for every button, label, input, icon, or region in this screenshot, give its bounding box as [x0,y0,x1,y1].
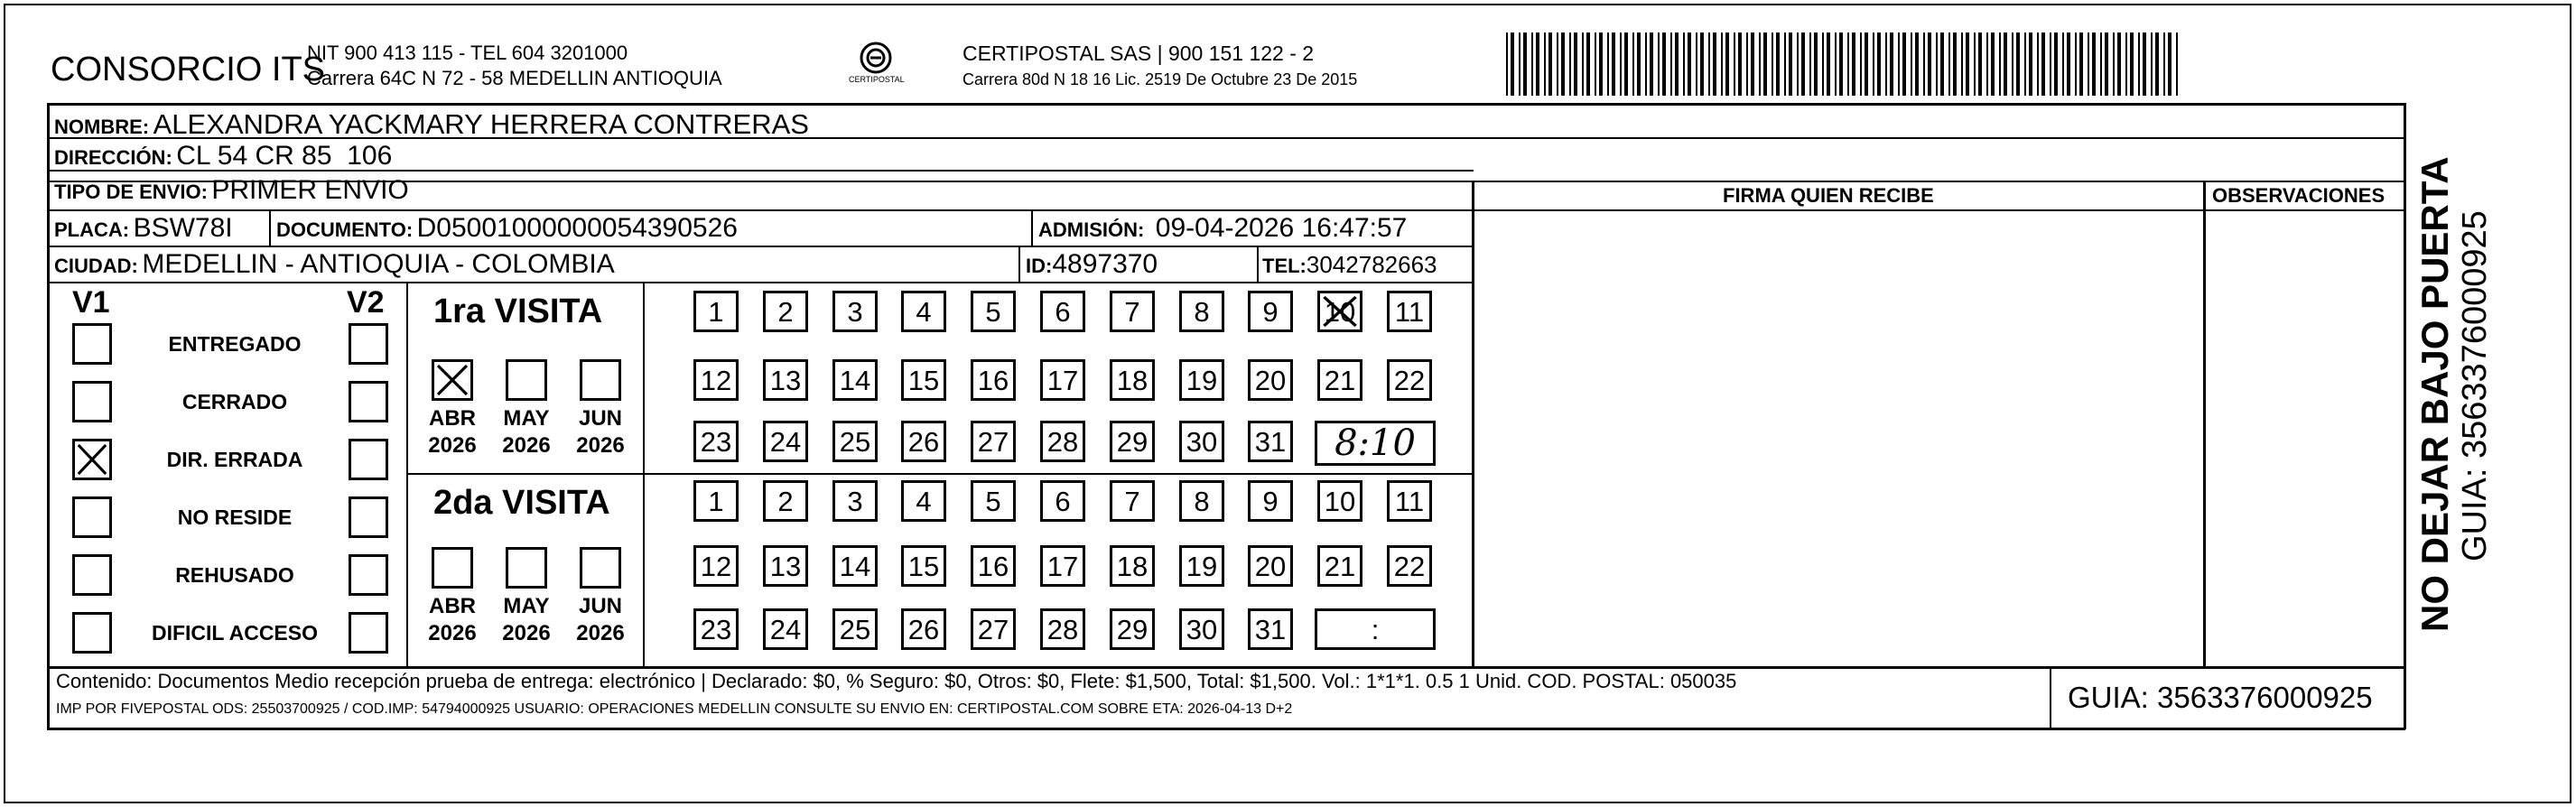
barcode-bar [2125,32,2127,96]
first-visit-title: 1ra VISITA [433,292,603,330]
carrier-license: Carrera 80d N 18 16 Lic. 2519 De Octubre 23 De 2015 [963,70,1358,88]
second-visit-day-box[interactable]: 1 [693,480,739,522]
second-visit-day-box[interactable]: 5 [971,480,1016,522]
barcode-bar [1999,32,2001,96]
admision-label: ADMISIÓN: [1038,218,1145,241]
second-visit-day-box[interactable]: 11 [1387,480,1432,522]
nombre-label: NOMBRE: [54,116,150,138]
barcode-bar [1713,32,1716,96]
year-label: 2026 [502,621,551,645]
barcode-bar [2155,32,2159,96]
barcode-bar [2117,32,2121,96]
month-label: MAY [503,594,550,618]
second-visit-day-box[interactable]: 12 [693,545,739,587]
second-visit-day-box[interactable]: 31 [1248,608,1293,650]
row-line [47,246,1474,247]
first-visit-day-box[interactable]: 2 [763,291,808,332]
barcode-bar [1586,32,1590,96]
barcode-bar [1860,32,1862,96]
month-label: JUN [578,406,622,431]
status-reason-label: NO RESIDE [177,506,293,529]
second-visit-day-box[interactable]: 27 [971,608,1016,650]
v1-checkbox[interactable] [72,323,112,365]
second-visit-day-box[interactable]: 2 [763,480,808,522]
first-visit-day-box[interactable]: 16 [971,359,1016,401]
page-border-left [4,4,5,803]
year-label: 2026 [428,621,477,645]
col-line [1018,246,1020,282]
tipo-envio-label: TIPO DE ENVIO: [54,181,208,203]
row-line [47,666,2405,669]
barcode-bar [1599,32,1603,96]
first-visit-day-box[interactable]: 25 [832,421,878,462]
barcode-bar [1759,32,1761,96]
barcode-bar [1898,32,1900,96]
v2-checkbox[interactable] [349,496,388,538]
barcode-bar [1928,32,1931,96]
second-visit-day-box[interactable]: 14 [832,545,878,587]
first-visit-day-box[interactable]: 4 [901,291,946,332]
barcode-bar [1612,32,1615,96]
placa-value: BSW78I [133,213,233,243]
status-reason-label: DIR. ERRADA [166,448,303,471]
barcode-bar [1936,32,1938,96]
barcode-bar [1708,32,1710,96]
barcode-bar [1544,32,1546,96]
barcode-bar [1557,32,1558,96]
second-visit-day-box[interactable]: 13 [763,545,808,587]
barcode-bar [1561,32,1565,96]
first-visit-day-box[interactable]: 6 [1040,291,1085,332]
v1-checkbox[interactable] [72,554,112,596]
barcode-bar [1827,32,1830,96]
barcode-bar [1700,32,1704,96]
v1-label: V1 [72,285,110,320]
row-line [47,209,1474,211]
x-mark-icon [75,441,109,478]
barcode-bar [2163,32,2165,96]
v1-checkbox[interactable] [72,612,112,654]
footer-print-line: IMP POR FIVEPOSTAL ODS: 25503700925 / COD.IMP: 54794000925 USUARIO: OPERACIONES MEDELLIN CONSULTE SU ENVIO EN: CERTIPOSTAL.COM SOBRE ETA: 2026-04-13 D+2 [56,701,1293,717]
barcode-bar [2088,32,2089,96]
first-visit-day-box[interactable]: 12 [693,359,739,401]
status-reason-label: DIFICIL ACCESO [151,621,318,645]
first-visit-day-box[interactable]: 31 [1248,421,1293,462]
barcode-bar [1734,32,1735,96]
first-visit-day-box[interactable]: 28 [1040,421,1085,462]
barcode-bar [2143,32,2146,96]
second-visit-month-checkbox[interactable] [580,547,621,589]
first-visit-day-box[interactable]: 11 [1387,291,1432,332]
form-border-right [2404,103,2406,729]
barcode-bar [1506,32,1508,96]
barcode-bar [1776,32,1780,96]
first-visit-day-box[interactable]: 10 [1317,291,1362,332]
barcode-bar [1839,32,1843,96]
second-visit-day-box[interactable]: 10 [1317,480,1362,522]
barcode-bar [1624,32,1628,96]
v2-checkbox[interactable] [349,439,388,480]
barcode-bar [1725,32,1729,96]
barcode-bar [1523,32,1527,96]
footer-content-line: Contenido: Documentos Medio recepción prueba de entrega: electrónico | Declarado: $0, % Seguro: $0, Otros: $0, Flete: $1,500, Total: $1,500. Vol.: 1*1*1. 0.5 1 Unid. COD. POSTAL: 050035 [56,670,1737,692]
barcode-bar [2176,32,2178,96]
tipo-envio-value: PRIMER ENVIO [211,175,409,205]
barcode [1506,32,2183,96]
placa-label: PLACA: [54,218,130,241]
second-visit-day-box[interactable]: 26 [901,608,946,650]
month-label: ABR [429,594,476,618]
id-value: 4897370 [1052,249,1158,279]
barcode-bar [2016,32,2020,96]
barcode-bar [1662,32,1666,96]
barcode-bar [1751,32,1754,96]
tel-label: TEL: [1262,255,1307,277]
first-visit-month-checkbox[interactable] [580,359,621,401]
second-visit-time[interactable]: : [1315,608,1436,650]
barcode-bar [2024,32,2026,96]
barcode-bar [1746,32,1748,96]
barcode-bar [1873,32,1874,96]
tel-value: 3042782663 [1306,251,1437,278]
barcode-bar [1675,32,1679,96]
first-visit-time[interactable]: 8:10 [1315,421,1436,466]
barcode-bar [1978,32,1982,96]
first-visit-day-box[interactable]: 15 [901,359,946,401]
year-label: 2026 [502,433,551,458]
barcode-bar [1763,32,1767,96]
barcode-bar [1966,32,1969,96]
side-guia: GUIA: 3563376000925 [2456,210,2494,561]
barcode-bar [2092,32,2096,96]
barcode-bar [1738,32,1742,96]
barcode-bar [1991,32,1995,96]
page-border-right [2570,4,2571,803]
barcode-bar [2050,32,2051,96]
admision-value: 09-04-2026 16:47:57 [1155,213,1408,243]
col-line [1257,246,1259,282]
barcode-bar [1569,32,1571,96]
second-visit-month-checkbox[interactable] [432,547,473,589]
barcode-bar [1847,32,1849,96]
v1-checkbox[interactable] [72,381,112,422]
col-line [1031,209,1033,246]
first-visit-day-box[interactable]: 21 [1317,359,1362,401]
documento-label: DOCUMENTO: [276,218,414,241]
barcode-bar [1822,32,1824,96]
barcode-bar [1835,32,1837,96]
v2-label: V2 [347,285,385,320]
ciudad-value: MEDELLIN - ANTIOQUIA - COLOMBIA [142,249,615,279]
second-visit-day-box[interactable]: 25 [832,608,878,650]
row-line [47,282,1474,283]
direccion-label: DIRECCIÓN: [54,146,172,169]
x-mark-icon [1320,293,1360,329]
barcode-bar [1902,32,1906,96]
month-label: MAY [503,406,550,431]
second-visit-day-box[interactable]: 20 [1248,545,1293,587]
form-border-bottom [47,728,2405,730]
second-visit-day-box[interactable]: 21 [1317,545,1362,587]
month-label: ABR [429,406,476,431]
nombre-value: ALEXANDRA YACKMARY HERRERA CONTRERAS [153,108,809,140]
barcode-bar [2041,32,2045,96]
barcode-bar [2130,32,2134,96]
status-reason-label: CERRADO [181,390,288,413]
barcode-bar [1784,32,1786,96]
row-line [406,473,1472,475]
first-visit-day-box[interactable]: 14 [832,359,878,401]
barcode-bar [2067,32,2070,96]
first-visit-day-box[interactable]: 18 [1110,359,1155,401]
col-line [269,209,271,246]
second-visit-day-box[interactable]: 9 [1248,480,1293,522]
second-visit-day-box[interactable]: 30 [1179,608,1224,650]
barcode-bar [1961,32,1963,96]
company-nit: NIT 900 413 115 - TEL 604 3201000 [307,42,628,64]
barcode-bar [2105,32,2108,96]
v2-checkbox[interactable] [349,323,388,365]
barcode-bar [1548,32,1552,96]
barcode-bar [2151,32,2153,96]
barcode-bar [1511,32,1514,96]
barcode-bar [1940,32,1944,96]
year-label: 2026 [576,433,625,458]
barcode-bar [1923,32,1925,96]
id-label: ID: [1026,255,1053,277]
barcode-bar [1721,32,1723,96]
barcode-bar [1797,32,1799,96]
first-visit-day-box[interactable]: 7 [1110,291,1155,332]
company-name: CONSORCIO ITS [51,51,326,88]
second-visit-day-box[interactable]: 6 [1040,480,1085,522]
first-visit-day-box[interactable]: 24 [763,421,808,462]
barcode-bar [1877,32,1881,96]
barcode-bar [2168,32,2171,96]
barcode-bar [2062,32,2064,96]
barcode-bar [1536,32,1539,96]
barcode-bar [1574,32,1577,96]
barcode-bar [1801,32,1805,96]
barcode-bar [1953,32,1957,96]
second-visit-day-box[interactable]: 8 [1179,480,1224,522]
v1-checkbox[interactable] [72,496,112,538]
barcode-bar [1582,32,1584,96]
row-line [1474,209,2405,211]
second-visit-day-box[interactable]: 24 [763,608,808,650]
first-visit-month-checkbox[interactable] [506,359,547,401]
second-visit-day-box[interactable]: 23 [693,608,739,650]
col-line [2203,181,2206,668]
second-visit-day-box[interactable]: 17 [1040,545,1085,587]
barcode-bar [2113,32,2115,96]
firma-header: FIRMA QUIEN RECIBE [1723,184,1934,207]
barcode-bar [2037,32,2039,96]
second-visit-day-box[interactable]: 16 [971,545,1016,587]
page-border-top [4,4,2570,5]
barcode-bar [1645,32,1647,96]
v1-checkbox[interactable] [72,439,112,480]
barcode-bar [1789,32,1792,96]
col-line [2050,666,2051,729]
barcode-bar [1974,32,1976,96]
barcode-bar [1683,32,1685,96]
col-line [1472,181,1474,668]
first-visit-day-box[interactable]: 29 [1110,421,1155,462]
v2-checkbox[interactable] [349,381,388,422]
side-notice: NO DEJAR BAJO PUERTA [2413,156,2456,632]
logo-text: CERTIPOSTAL [849,75,905,84]
barcode-bar [1696,32,1697,96]
second-visit-day-box[interactable]: 3 [832,480,878,522]
barcode-bar [2079,32,2083,96]
first-visit-day-box[interactable]: 5 [971,291,1016,332]
barcode-bar [1519,32,1520,96]
barcode-bar [1637,32,1641,96]
barcode-bar [1772,32,1773,96]
form-border-top [47,103,2405,106]
first-visit-day-box[interactable]: 30 [1179,421,1224,462]
barcode-bar [2100,32,2102,96]
certipostal-logo [849,42,903,96]
v2-checkbox[interactable] [349,612,388,654]
first-visit-day-box[interactable]: 1 [693,291,739,332]
v2-checkbox[interactable] [349,554,388,596]
barcode-bar [1986,32,1988,96]
barcode-bar [2075,32,2077,96]
barcode-bar [1814,32,1818,96]
company-address: Carrera 64C N 72 - 58 MEDELLIN ANTIOQUIA [307,67,722,89]
second-visit-day-box[interactable]: 4 [901,480,946,522]
barcode-bar [1915,32,1919,96]
first-visit-day-box[interactable]: 27 [971,421,1016,462]
barcode-bar [1658,32,1660,96]
first-visit-day-box[interactable]: 20 [1248,359,1293,401]
second-visit-day-box[interactable]: 15 [901,545,946,587]
first-visit-day-box[interactable]: 8 [1179,291,1224,332]
form-border-left [47,103,50,729]
second-visit-day-box[interactable]: 18 [1110,545,1155,587]
barcode-bar [1607,32,1609,96]
barcode-bar [1852,32,1855,96]
first-visit-day-box[interactable]: 22 [1387,359,1432,401]
second-visit-month-checkbox[interactable] [506,547,547,589]
barcode-bar [1809,32,1811,96]
second-visit-day-box[interactable]: 19 [1179,545,1224,587]
second-visit-title: 2da VISITA [433,484,610,522]
barcode-bar [2138,32,2140,96]
barcode-bar [1688,32,1691,96]
first-visit-day-box[interactable]: 13 [763,359,808,401]
observaciones-header: OBSERVACIONES [2212,184,2385,207]
barcode-bar [1620,32,1622,96]
barcode-bar [1632,32,1634,96]
first-visit-day-box[interactable]: 19 [1179,359,1224,401]
barcode-bar [1885,32,1887,96]
barcode-bar [1595,32,1596,96]
first-visit-day-box[interactable]: 26 [901,421,946,462]
first-visit-day-box[interactable]: 9 [1248,291,1293,332]
barcode-bar [1890,32,1893,96]
first-visit-day-box[interactable]: 3 [832,291,878,332]
second-visit-day-box[interactable]: 22 [1387,545,1432,587]
barcode-bar [1865,32,1868,96]
year-label: 2026 [576,621,625,645]
documento-value: D05001000000054390526 [416,213,738,243]
x-mark-icon [434,362,470,398]
first-visit-month-checkbox[interactable] [432,359,473,401]
ciudad-label: CIUDAD: [54,255,138,277]
barcode-bar [1670,32,1672,96]
year-label: 2026 [428,433,477,458]
barcode-bar [2029,32,2032,96]
status-reason-label: REHUSADO [175,563,294,587]
carrier-name: CERTIPOSTAL SAS | 900 151 122 - 2 [963,42,1315,65]
barcode-bar [2012,32,2013,96]
barcode-bar [1531,32,1533,96]
month-label: JUN [578,594,622,618]
barcode-bar [2054,32,2058,96]
barcode-bar [2004,32,2007,96]
first-visit-day-box[interactable]: 17 [1040,359,1085,401]
first-visit-day-box[interactable]: 23 [693,421,739,462]
barcode-bar [1911,32,1912,96]
status-reason-label: ENTREGADO [168,332,302,356]
barcode-bar [1650,32,1653,96]
footer-guia: GUIA: 3563376000925 [2068,681,2373,714]
barcode-bar [1948,32,1950,96]
direccion-value: CL 54 CR 85 106 [176,141,393,171]
second-visit-day-box[interactable]: 28 [1040,608,1085,650]
second-visit-day-box[interactable]: 7 [1110,480,1155,522]
page-border-bottom [4,802,2571,803]
second-visit-day-box[interactable]: 29 [1110,608,1155,650]
